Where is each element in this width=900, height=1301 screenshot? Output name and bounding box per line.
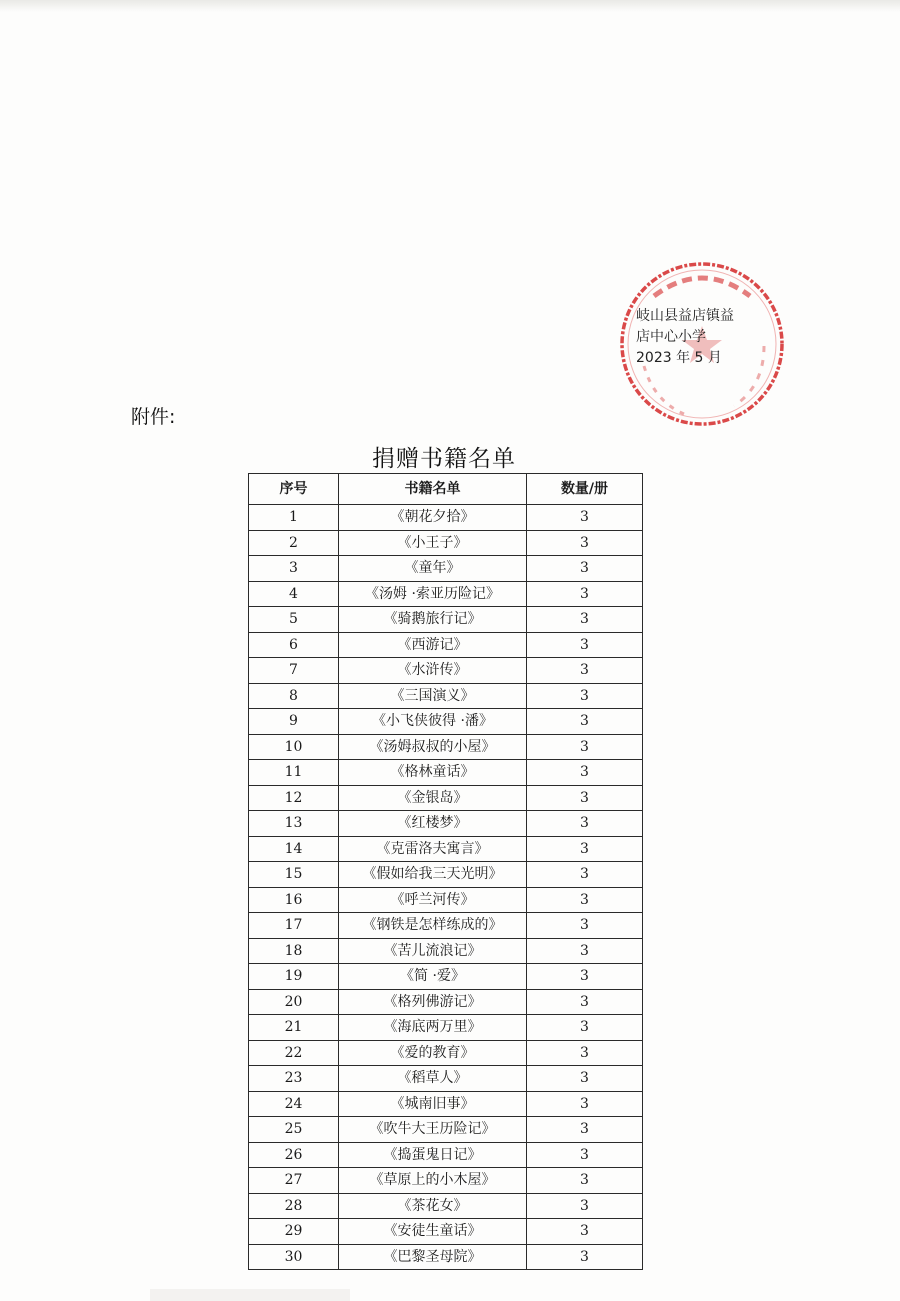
document-title: 捐赠书籍名单 <box>372 446 516 472</box>
table-row <box>249 1193 643 1219</box>
book-quantity: 3 <box>527 938 643 964</box>
book-quantity: 3 <box>527 1117 643 1143</box>
row-number: 8 <box>249 683 339 709</box>
row-number: 5 <box>249 607 339 633</box>
table-row <box>249 658 643 684</box>
book-title: 《苦儿流浪记》 <box>339 938 527 964</box>
table-row <box>249 1168 643 1194</box>
row-number: 12 <box>249 785 339 811</box>
issuer-name-line2: 店中心小学 <box>636 329 706 345</box>
row-number: 28 <box>249 1193 339 1219</box>
book-title: 《水浒传》 <box>339 658 527 684</box>
row-number: 25 <box>249 1117 339 1143</box>
book-title: 《朝花夕拾》 <box>339 505 527 531</box>
book-title: 《假如给我三天光明》 <box>339 862 527 888</box>
table-row <box>249 836 643 862</box>
book-title: 《红楼梦》 <box>339 811 527 837</box>
table-row <box>249 1066 643 1092</box>
table-row <box>249 964 643 990</box>
table-row <box>249 734 643 760</box>
row-number: 26 <box>249 1142 339 1168</box>
table-row <box>249 1142 643 1168</box>
book-title: 《安徒生童话》 <box>339 1219 527 1245</box>
book-quantity: 3 <box>527 989 643 1015</box>
book-quantity: 3 <box>527 862 643 888</box>
book-title: 《简 ·爱》 <box>339 964 527 990</box>
book-title: 《三国演义》 <box>339 683 527 709</box>
table-row <box>249 1040 643 1066</box>
book-quantity: 3 <box>527 1219 643 1245</box>
row-number: 15 <box>249 862 339 888</box>
table-row <box>249 913 643 939</box>
book-title: 《西游记》 <box>339 632 527 658</box>
book-quantity: 3 <box>527 607 643 633</box>
row-number: 23 <box>249 1066 339 1092</box>
row-number: 18 <box>249 938 339 964</box>
book-title: 《捣蛋鬼日记》 <box>339 1142 527 1168</box>
row-number: 19 <box>249 964 339 990</box>
table-row <box>249 887 643 913</box>
book-quantity: 3 <box>527 811 643 837</box>
book-title: 《童年》 <box>339 556 527 582</box>
book-title: 《吹牛大王历险记》 <box>339 1117 527 1143</box>
book-quantity: 3 <box>527 632 643 658</box>
book-quantity: 3 <box>527 658 643 684</box>
book-title: 《格列佛游记》 <box>339 989 527 1015</box>
book-quantity: 3 <box>527 913 643 939</box>
table-row <box>249 1091 643 1117</box>
book-quantity: 3 <box>527 760 643 786</box>
row-number: 7 <box>249 658 339 684</box>
row-number: 13 <box>249 811 339 837</box>
annex-label: 附件: <box>131 406 176 428</box>
row-number: 24 <box>249 1091 339 1117</box>
row-number: 4 <box>249 581 339 607</box>
book-quantity: 3 <box>527 734 643 760</box>
scan-edge-shadow <box>0 0 900 12</box>
row-number: 3 <box>249 556 339 582</box>
book-title: 《呼兰河传》 <box>339 887 527 913</box>
table-row <box>249 556 643 582</box>
book-quantity: 3 <box>527 505 643 531</box>
book-title: 《海底两万里》 <box>339 1015 527 1041</box>
row-number: 11 <box>249 760 339 786</box>
book-quantity: 3 <box>527 530 643 556</box>
book-title: 《小飞侠彼得 ·潘》 <box>339 709 527 735</box>
row-number: 1 <box>249 505 339 531</box>
book-title: 《钢铁是怎样练成的》 <box>339 913 527 939</box>
book-title: 《克雷洛夫寓言》 <box>339 836 527 862</box>
book-quantity: 3 <box>527 581 643 607</box>
table-row <box>249 862 643 888</box>
table-row <box>249 505 643 531</box>
row-number: 10 <box>249 734 339 760</box>
row-number: 29 <box>249 1219 339 1245</box>
book-quantity: 3 <box>527 709 643 735</box>
table-row <box>249 530 643 556</box>
book-title: 《城南旧事》 <box>339 1091 527 1117</box>
row-number: 21 <box>249 1015 339 1041</box>
table-row <box>249 938 643 964</box>
book-quantity: 3 <box>527 683 643 709</box>
row-number: 22 <box>249 1040 339 1066</box>
header-number: 序号 <box>249 474 339 505</box>
issuer-signature <box>636 306 776 369</box>
header-book-name: 书籍名单 <box>339 474 527 505</box>
row-number: 9 <box>249 709 339 735</box>
book-title: 《金银岛》 <box>339 785 527 811</box>
table-row <box>249 989 643 1015</box>
table-row <box>249 709 643 735</box>
book-title: 《骑鹅旅行记》 <box>339 607 527 633</box>
table-row <box>249 607 643 633</box>
table-row <box>249 683 643 709</box>
table-row <box>249 785 643 811</box>
book-title: 《茶花女》 <box>339 1193 527 1219</box>
table-row <box>249 1244 643 1270</box>
book-quantity: 3 <box>527 1142 643 1168</box>
book-title: 《爱的教育》 <box>339 1040 527 1066</box>
book-quantity: 3 <box>527 1040 643 1066</box>
book-quantity: 3 <box>527 1244 643 1270</box>
row-number: 2 <box>249 530 339 556</box>
table-row <box>249 1219 643 1245</box>
book-quantity: 3 <box>527 1193 643 1219</box>
book-title: 《稻草人》 <box>339 1066 527 1092</box>
book-quantity: 3 <box>527 1066 643 1092</box>
table-header-row <box>249 474 643 505</box>
header-quantity: 数量/册 <box>527 474 643 505</box>
row-number: 30 <box>249 1244 339 1270</box>
row-number: 14 <box>249 836 339 862</box>
book-quantity: 3 <box>527 1168 643 1194</box>
table-row <box>249 811 643 837</box>
issue-date: 2023 年 5 月 <box>636 350 722 366</box>
book-quantity: 3 <box>527 1015 643 1041</box>
book-quantity: 3 <box>527 1091 643 1117</box>
book-title: 《小王子》 <box>339 530 527 556</box>
book-title: 《格林童话》 <box>339 760 527 786</box>
scan-edge-mark <box>150 1289 350 1301</box>
book-quantity: 3 <box>527 964 643 990</box>
table-row <box>249 1117 643 1143</box>
table-row <box>249 632 643 658</box>
row-number: 20 <box>249 989 339 1015</box>
table-row <box>249 1015 643 1041</box>
book-title: 《巴黎圣母院》 <box>339 1244 527 1270</box>
row-number: 17 <box>249 913 339 939</box>
book-title: 《汤姆 ·索亚历险记》 <box>339 581 527 607</box>
table-row <box>249 760 643 786</box>
issuer-name-line1: 岐山县益店镇益 <box>636 308 734 324</box>
row-number: 16 <box>249 887 339 913</box>
book-title: 《草原上的小木屋》 <box>339 1168 527 1194</box>
book-title: 《汤姆叔叔的小屋》 <box>339 734 527 760</box>
book-donation-table <box>248 473 643 1270</box>
row-number: 27 <box>249 1168 339 1194</box>
book-quantity: 3 <box>527 887 643 913</box>
book-quantity: 3 <box>527 836 643 862</box>
table-row <box>249 581 643 607</box>
book-quantity: 3 <box>527 785 643 811</box>
book-quantity: 3 <box>527 556 643 582</box>
row-number: 6 <box>249 632 339 658</box>
